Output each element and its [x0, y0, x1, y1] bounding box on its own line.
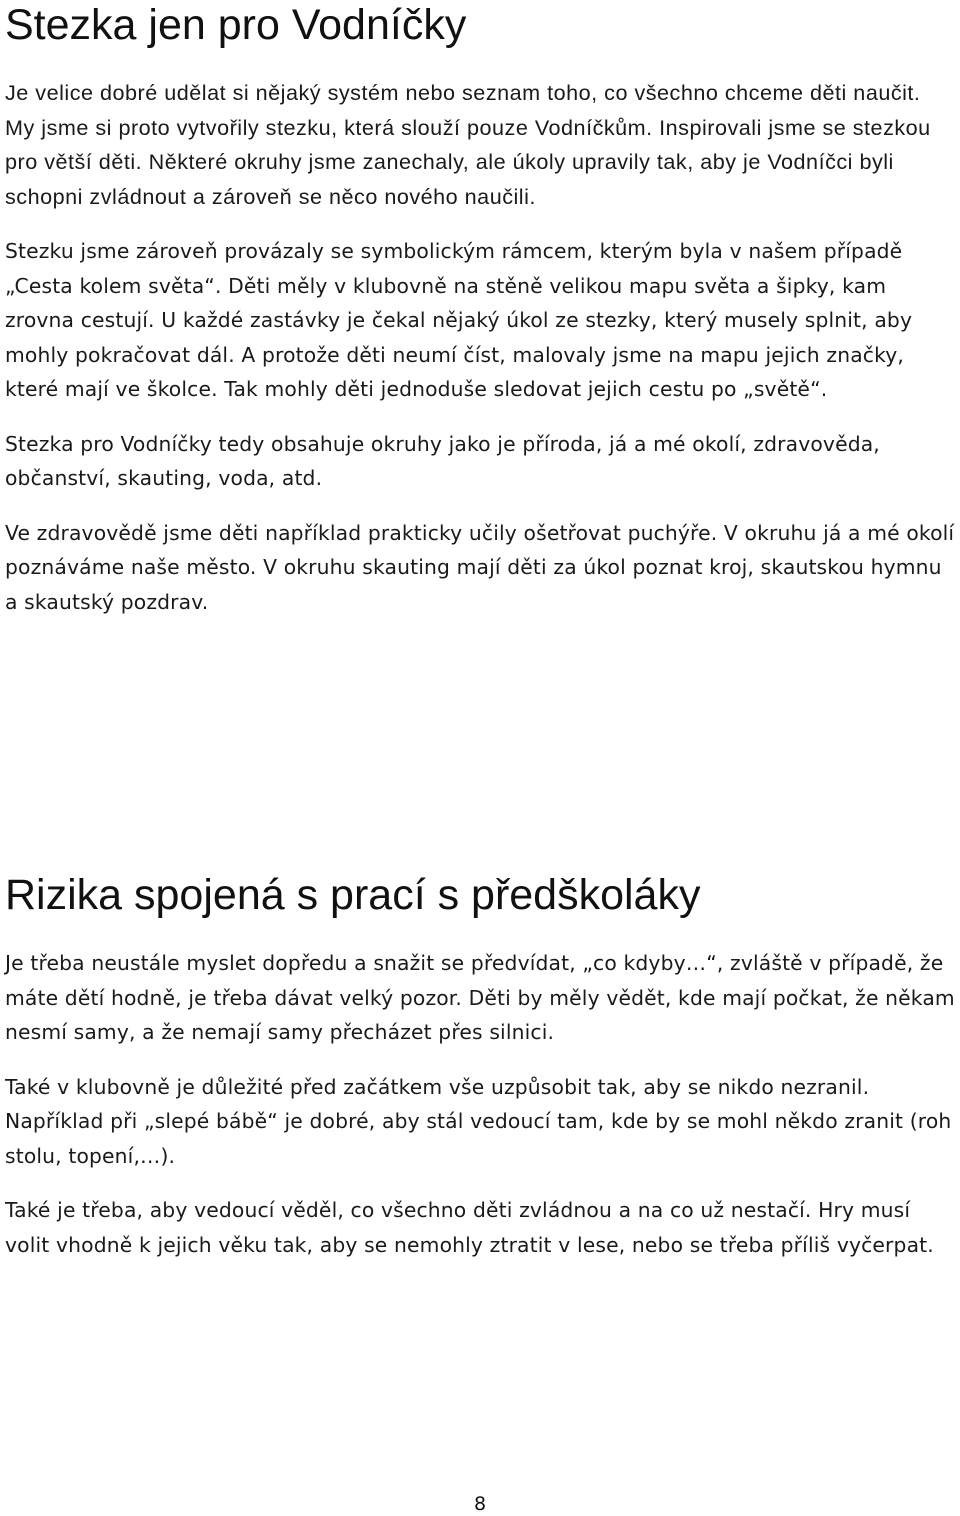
section-stezka [5, 0, 955, 619]
paragraph: Je třeba neustále myslet dopředu a snažit se předvídat, „co kdyby…“, zvláště v případě, že máte dětí hodně, je třeba dávat velký pozor. Děti by měly vědět, kde mají počkat, že někam nesmí samy, a že nemají samy přecházet přes silnici. [5, 951, 955, 1044]
paragraph: Stezka pro Vodníčky tedy obsahuje okruhy jako je příroda, já a mé okolí, zdravověda, občanství, skauting, voda, atd. [5, 431, 880, 490]
paragraph: Ve zdravovědě jsme děti například prakticky učily ošetřovat puchýře. V okruhu já a mé okolí poznáváme naše město. V okruhu skauting mají děti za úkol poznat kroj, skautskou hymnu a skautský pozdrav. [5, 520, 955, 614]
paragraph: Také v klubovně je důležité před začátkem vše uzpůsobit tak, aby se nikdo nezranil. Například při „slepé bábě“ je dobré, aby stál vedoucí tam, kde by se mohl někdo zranit (roh stolu, topení,…). [5, 1074, 952, 1168]
paragraph: Také je třeba, aby vedoucí věděl, co všechno děti zvládnou a na co už nestačí. Hry musí volit vhodně k jejich věku tak, aby se nemohly ztratit v lese, nebo se třeba příliš vyčerpat. [5, 1198, 934, 1257]
page-number: 8 [473, 1493, 487, 1515]
section-rizika [5, 870, 955, 1262]
paragraph: Je velice dobré udělat si nějaký systém nebo seznam toho, co všechno chceme děti naučit. My jsme si proto vytvořily stezku, která slouží pouze Vodníčkům. Inspirovali jsme se stezkou pro větší děti. Některé okruhy jsme zanechaly, ale úkoly upravily tak, aby je Vodníčci byli schopni zvládnout a zároveň se něco nového naučili. [5, 80, 931, 209]
section-title: Stezka jen pro Vodníčky [5, 1, 467, 49]
section-title: Rizika spojená s prací s předškoláky [5, 871, 701, 919]
paragraph: Stezku jsme zároveň provázaly se symbolickým rámcem, kterým byla v našem případě „Cesta kolem světa“. Děti měly v klubovně na stěně velikou mapu světa a šipky, kam zrovna cestují. U každé zastávky je čekal nějaký úkol ze stezky, který musely splnit, aby mohly pokračovat dál. A protože děti neumí číst, malovaly jsme na mapu jejich značky, které mají ve školce. Tak mohly děti jednoduše sledovat jejich cestu po „světě“. [5, 239, 913, 401]
